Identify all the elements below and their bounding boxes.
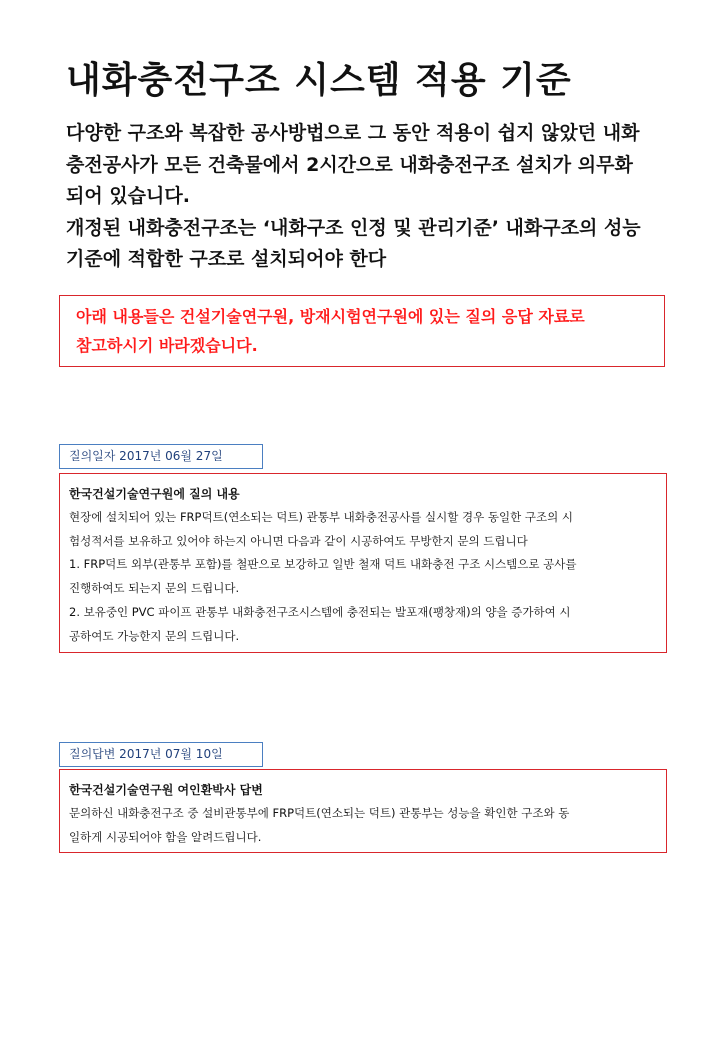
inquiry-text-line: 험성적서를 보유하고 있어야 하는지 아니면 다음과 같이 시공하여도 무방한지 문의 드립니다: [69, 533, 528, 548]
inquiry-content-box: [59, 473, 667, 653]
inquiry-text-line: 진행하여도 되는지 문의 드립니다.: [69, 581, 240, 596]
intro-line: 다양한 구조와 복잡한 공사방법으로 그 동안 적용이 쉽지 않았던 내화: [66, 122, 640, 144]
answer-text-line: 문의하신 내화충전구조 중 설비관통부에 FRP덕트(연소되는 덕트) 관통부는 성능을 확인한 구조와 동: [69, 806, 570, 820]
reference-notice-box: [59, 295, 665, 367]
inquiry-text-line: 공하여도 가능한지 문의 드립니다.: [69, 628, 240, 643]
notice-line: 아래 내용들은 건설기술연구원, 방재시험연구원에 있는 질의 응답 자료로: [76, 307, 585, 326]
notice-line: 참고하시기 바라겠습니다.: [76, 336, 258, 355]
answer-content-box: [59, 769, 667, 853]
intro-line: 충전공사가 모든 건축물에서 2시간으로 내화충전구조 설치가 의무화: [66, 153, 633, 176]
answer-date-label: 질의답변 2017년 07월 10일: [59, 742, 263, 767]
intro-paragraph: [66, 118, 666, 276]
page-title: 내화충전구조 시스템 적용 기준: [66, 60, 572, 101]
inquiry-text-line: 1. FRP덕트 외부(관통부 포함)를 철판으로 보강하고 일반 철재 덕트 내화충전 구조 시스템으로 공사를: [69, 557, 577, 572]
inquiry-date-label: 질의일자 2017년 06월 27일: [59, 444, 263, 469]
answer-text-line: 일하게 시공되어야 함을 알려드립니다.: [69, 829, 262, 844]
intro-line: 개정된 내화충전구조는 ‘내화구조 인정 및 관리기준’ 내화구조의 성능: [66, 216, 641, 239]
inquiry-text-line: 2. 보유중인 PVC 파이프 관통부 내화충전구조시스템에 충전되는 발포재(팽창재)의 양을 증가하여 시: [69, 604, 571, 619]
inquiry-text-line: 현장에 설치되어 있는 FRP덕트(연소되는 덕트) 관통부 내화충전공사를 실시할 경우 동일한 구조의 시: [69, 510, 573, 524]
inquiry-heading: 한국건설기술연구원에 질의 내용: [69, 487, 240, 501]
answer-heading: 한국건설기술연구원 여인환박사 답변: [69, 783, 263, 797]
intro-line: 기준에 적합한 구조로 설치되어야 한다: [66, 248, 387, 270]
intro-line: 되어 있습니다.: [66, 185, 190, 207]
